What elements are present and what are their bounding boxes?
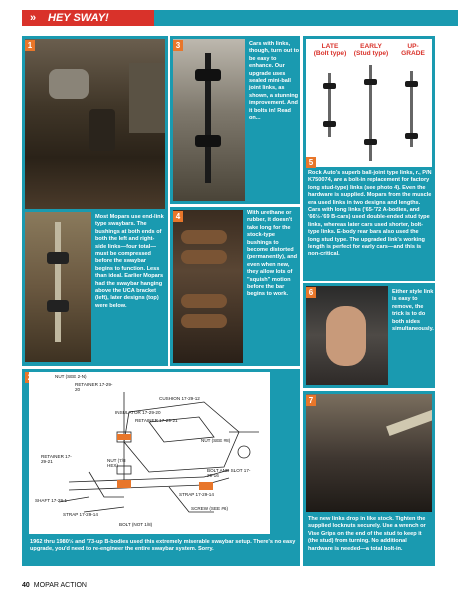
page-footer [22, 582, 87, 589]
diagram-label-retainer-top: RETAINER 17-29-20 [75, 382, 113, 392]
photo-5 [306, 39, 432, 167]
photo-number-badge: 3 [173, 40, 183, 51]
photo-number-badge: 4 [173, 211, 183, 222]
diagram-label-retainer-left: RETAINER 17-29-21 [41, 454, 72, 464]
photo-number-badge: 5 [306, 157, 316, 168]
diagram-label-insulator: INSULATOR 17-29-20 [115, 410, 161, 415]
section-title: HEY SWAY! [48, 12, 109, 24]
diagram-label-strap-left: STRAP 17-29-14 [63, 512, 98, 517]
label-late: LATE (Bolt type) [313, 43, 347, 58]
photo-7 [306, 394, 432, 512]
photo-6-caption: Either style link is easy to remove, the trick is to do both sides simultaneously. [392, 289, 434, 333]
diagram-label-nut: NUT (SEE 2-N) [55, 374, 87, 379]
swaybar-line-drawing [29, 372, 270, 534]
photo-7-caption: The new links drop in like stock. Tighten the supplied locknuts securely. Use a wrench or Vise Grips on the end of the stud to keep it (the stud) from turning. No additional hardware is needed—a total bolt-in. [308, 516, 426, 552]
photo-panel-4 [170, 207, 300, 366]
diagram-label-nut-right: NUT (SEE #8) [201, 438, 231, 443]
chevron-icon: » [30, 12, 36, 24]
page-number: 40 [22, 582, 30, 589]
magazine-name: MOPAR ACTION [33, 582, 87, 589]
photo-panel-5 [303, 36, 435, 281]
diagram-label-nut-small: NUT (7/8 HEX) [107, 458, 126, 468]
photo-1-upper [25, 39, 165, 209]
label-upgrade: UP- GRADE [401, 43, 425, 58]
diagram-label-bolt-slot: BOLT AND SLOT 17-29-16 [207, 468, 251, 478]
photo-2-caption: 1962 thru 1980½ and '73-up B-bodies used this extremely miserable swaybar setup. There's no easy upgrade, you'd need to re-engineer the entire swaybar system. Sorry. [30, 539, 296, 553]
photo-number-badge: 7 [306, 395, 316, 406]
diagram-label-retainer-mid: RETAINER 17-29-21 [135, 418, 178, 423]
photo-panel-7 [303, 391, 435, 566]
header-accent-bar [22, 10, 154, 26]
photo-1-caption: Most Mopars use end-link type swaybars. The bushings at both ends of both the left and right-side links—four total—must be compressed before the swaybar begins to function. Less than ideal. Earlier Mopars had the swaybar hanging above the UCA bracket (left), later designs (top) were below. [95, 214, 164, 309]
diagram-label-shaft: SHAFT 17-29-1 [35, 498, 68, 503]
diagram-label-cushion: CUSHION 17-29-12 [159, 396, 200, 401]
photo-number-badge: 6 [306, 287, 316, 298]
photo-4 [173, 210, 243, 363]
photo-3 [173, 39, 245, 201]
photo-4-caption: With urethane or rubber, it doesn't take long for the stock-type bushings to become distorted (permanently), and even when new, they allow lots of "squish" motion before the bar begins to work. [247, 210, 298, 298]
diagram-label-bolt: BOLT (NOT 1/8) [119, 522, 153, 527]
photo-number-badge: 1 [25, 40, 35, 51]
photo-panel-6 [303, 283, 435, 388]
photo-6 [306, 286, 388, 385]
photo-3-caption: Cars with links, though, turn out to be easy to enhance. Our upgrade uses sealed mini-ball joint links, as shown, a stunning improvement. And it bolts in! Read on... [249, 41, 300, 122]
swaybar-diagram [29, 372, 270, 534]
photo-1-lower [25, 212, 91, 362]
photo-panel-3 [170, 36, 300, 204]
diagram-label-screw: SCREW (SEE #6) [191, 506, 229, 511]
label-early: EARLY (Stud type) [353, 43, 389, 58]
section-header [22, 10, 458, 26]
diagram-label-strap-right: STRAP 17-29-14 [179, 492, 214, 497]
photo-5-caption: Rock Auto's superb ball-joint type links, r., P/N K750074, are a bolt-in replacement for factory long stud-type) links (see photo 4). Even the hardware is supplied. Mopars from the muscle era used links in two designs and lengths. Cars with long links ('65-'72 A-bodies, and '66½-'69 B-cars) used double-ended stud type links, whereas later cars used shorter, bolt-type links. E-body rear bars also used the long stud type. The upgraded link's working length is perfect for early cars—and this is non-critical. [308, 170, 432, 258]
photo-panel-1 [22, 36, 168, 366]
